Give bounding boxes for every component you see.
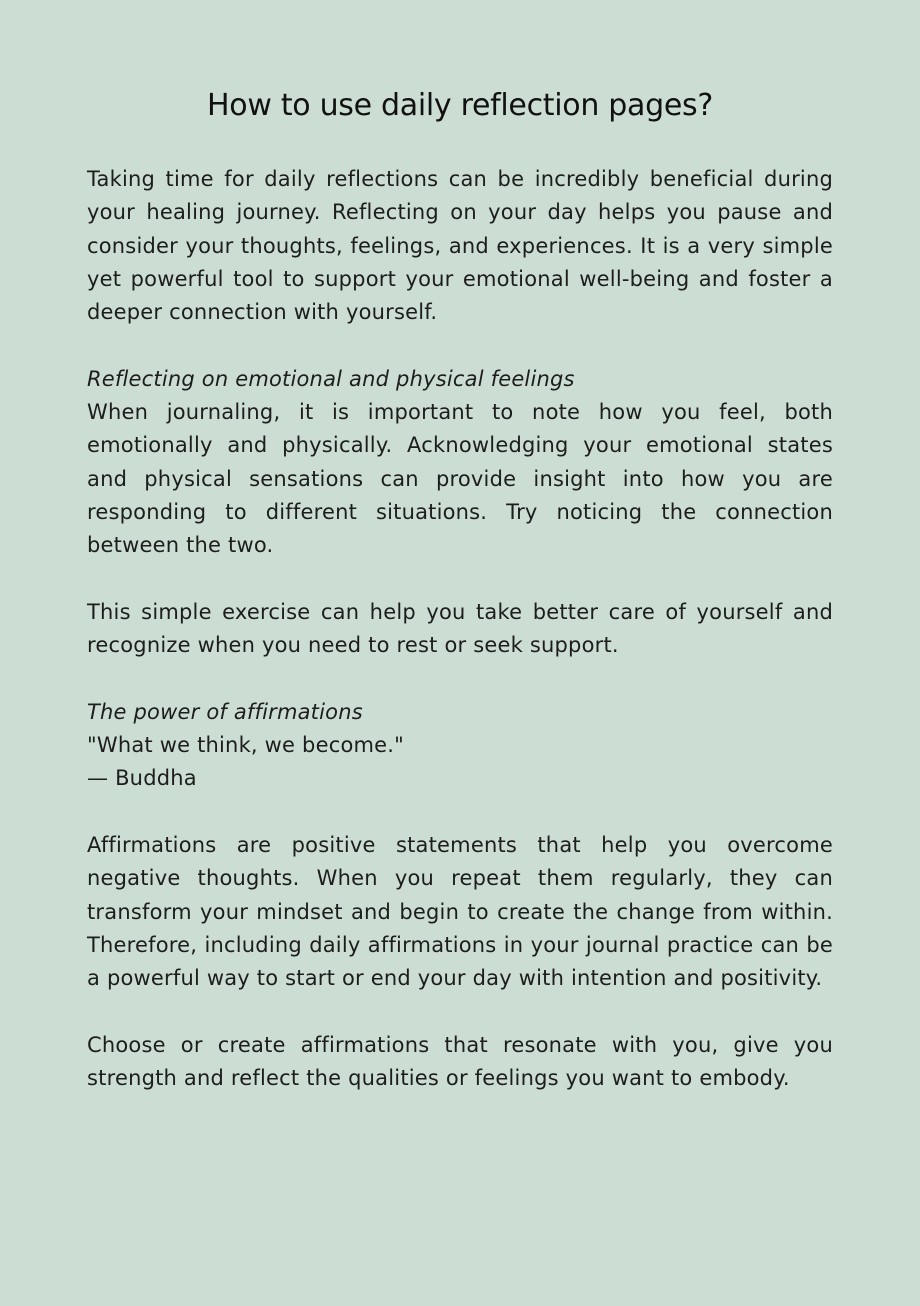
section-paragraph-emotional-physical: When journaling, it is important to note how you feel, both emotionally and physically. Acknowledging your emotional states and physical sensations can provide insight into how you are responding to different situations. Try noticing the connection between the two. — [87, 400, 833, 558]
intro-paragraph: Taking time for daily reflections can be incredibly beneficial during your healing journey. Reflecting on your day helps you pause and consider your thoughts, feelings, and experiences. It is a very simple yet powerful tool to support your emotional well-being and foster a deeper connection with yourself. — [87, 167, 833, 325]
quote-attribution: — Buddha — [87, 766, 197, 791]
affirmations-paragraph: Affirmations are positive statements that help you overcome negative thoughts. When you repeat them regularly, they can transform your mindset and begin to create the change from within. Therefore, including daily affirmations in your journal practice can be a powerful way to start or end your day with intention and positivity. — [87, 832, 833, 991]
section-affirmations — [87, 696, 833, 796]
section-emotional-physical — [87, 363, 833, 563]
closing-paragraph: Choose or create affirmations that resonate with you, give you strength and reflect the qualities or feelings you want to embody. — [87, 1032, 833, 1091]
section-heading-affirmations: The power of affirmations — [87, 699, 363, 724]
document-body — [87, 163, 833, 1129]
section-heading-emotional-physical: Reflecting on emotional and physical feelings — [87, 366, 575, 391]
quote-text: "What we think, we become." — [87, 733, 405, 758]
page-title: How to use daily reflection pages? — [207, 88, 713, 123]
exercise-paragraph: This simple exercise can help you take better care of yourself and recognize when you need to rest or seek support. — [87, 599, 833, 658]
